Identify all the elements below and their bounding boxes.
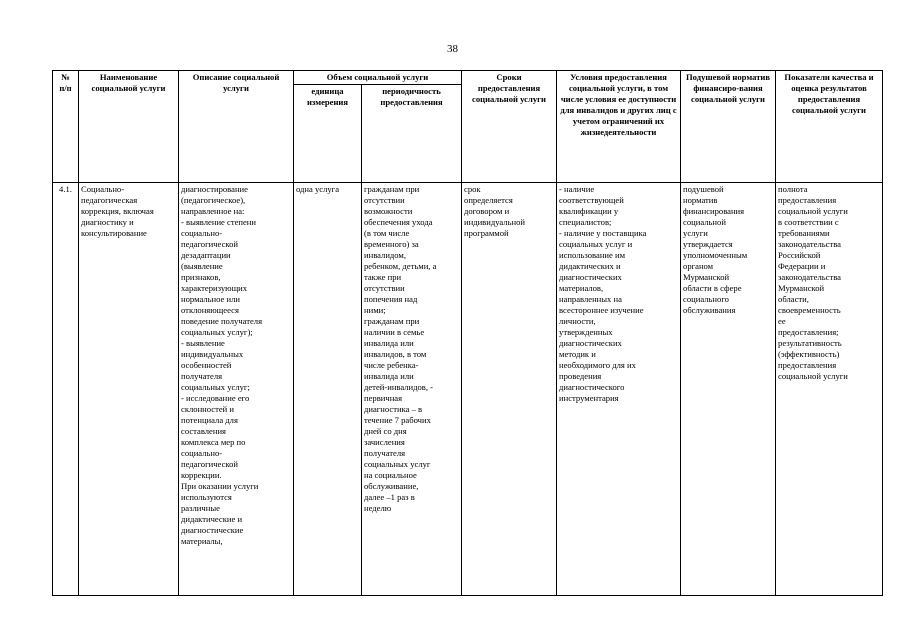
cell-num: 4.1. (53, 183, 79, 596)
cell-quality: полнота предоставления социальной услуги в соответствии с требованиями законодательства Российской Федерации и законодательства Мурманской области, своевременность ее предоставления; результативность (эффективность) предоставления социальной услуги (776, 183, 883, 596)
header-unit: единица измерения (294, 85, 362, 183)
header-description: Описание социальной услуги (179, 71, 294, 183)
cell-conditions: - наличие соответствующей квалификации у специалистов; - наличие у поставщика социальных услуг и использование им дидактических и диагностических материалов, направленных на всестороннее изучение личности, утвержденных диагностических методик и необходимого для их проведения диагностического инструментария (557, 183, 681, 596)
page-number: 38 (447, 43, 458, 55)
cell-unit: одна услуга (294, 183, 362, 596)
cell-periodicity: гражданам при отсутствии возможности обеспечения ухода (в том числе временного) за инвалидом, ребенком, детьми, а также при отсутствии попечения над ними; гражданам при наличии в семье инвалида или инвалидов, в том числе ребенка- инвалида или детей-инвалидов, - первичная диагностика – в течение 7 рабочих дней со дня зачисления получателя социальных услуг на социальное обслуживание, далее –1 раз в неделю (362, 183, 462, 596)
header-volume: Объем социальной услуги (294, 71, 462, 85)
header-num: № п/п (53, 71, 79, 183)
cell-description: диагностирование (педагогическое), направленное на: - выявление степени социально- педагогической дезадаптации (выявление признаков, характеризующих нормальное или отклоняющееся поведение получателя социальных услуг); - выявление индивидуальных особенностей получателя социальных услуг; - исследование его склонностей и потенциала для составления комплекса мер по социально- педагогической коррекции. При оказании услуги используются различные дидактические и диагностические материалы, (179, 183, 294, 596)
cell-terms: срок определяется договором и индивидуальной программой (462, 183, 557, 596)
cell-norm: подушевой норматив финансирования социальной услуги утверждается уполномоченным органом Мурманской области в сфере социального обслуживания (681, 183, 776, 596)
header-quality: Показатели качества и оценка результатов предоставления социальной услуги (776, 71, 883, 183)
table-row (53, 183, 883, 596)
services-table (52, 70, 883, 596)
header-norm: Подушевой норматив финансиро-вания социальной услуги (681, 71, 776, 183)
header-terms: Сроки предоставления социальной услуги (462, 71, 557, 183)
header-conditions: Условия предоставления социальной услуги, в том числе условия ее доступности для инвалидов и других лиц с учетом ограничений их жизнедеятельности (557, 71, 681, 183)
header-periodicity: периодичность предоставления (362, 85, 462, 183)
header-name: Наименование социальной услуги (79, 71, 179, 183)
cell-name: Социально- педагогическая коррекция, включая диагностику и консультирование (79, 183, 179, 596)
